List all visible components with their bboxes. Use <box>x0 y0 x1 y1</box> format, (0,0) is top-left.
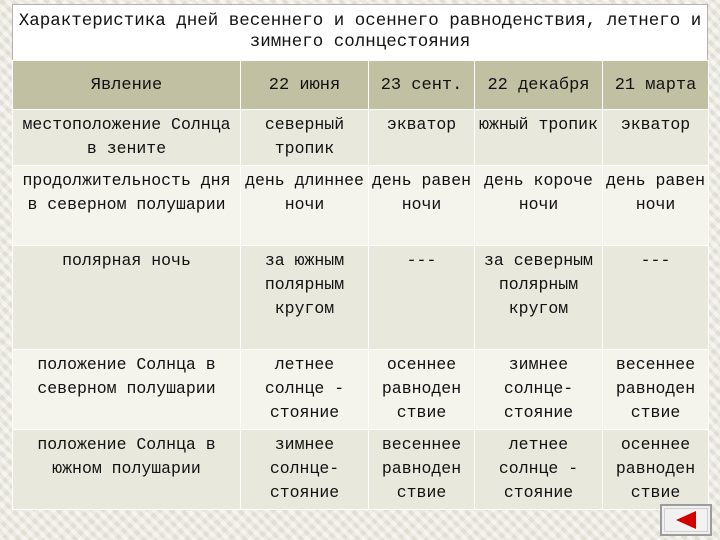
table-cell: весеннее равноден ствие <box>369 430 475 510</box>
table-cell: экватор <box>369 110 475 166</box>
table-cell: летнее солнце - стояние <box>475 430 603 510</box>
table-cell: зимнее солнце- стояние <box>475 350 603 430</box>
table-header-row <box>13 61 709 110</box>
table-cell: за южным полярным кругом <box>241 246 369 350</box>
back-button[interactable] <box>660 504 712 536</box>
row-label: местоположение Солнца в зените <box>13 110 241 166</box>
table-cell: экватор <box>603 110 709 166</box>
page-title: Характеристика дней весеннего и осеннего равноденствия, летнего и зимнего солнцестояния <box>12 4 708 62</box>
table-cell: --- <box>603 246 709 350</box>
table-cell: летнее солнце - стояние <box>241 350 369 430</box>
header-june-22: 22 июня <box>241 61 369 110</box>
table-row <box>13 166 709 246</box>
table-cell: северный тропик <box>241 110 369 166</box>
table-cell: осеннее равноден ствие <box>369 350 475 430</box>
table-cell: день равен ночи <box>603 166 709 246</box>
table-cell: день короче ночи <box>475 166 603 246</box>
header-sept-23: 23 сент. <box>369 61 475 110</box>
row-label: полярная ночь <box>13 246 241 350</box>
table-cell: день равен ночи <box>369 166 475 246</box>
table-cell: --- <box>369 246 475 350</box>
table-cell: осеннее равноден ствие <box>603 430 709 510</box>
table-cell: день длиннее ночи <box>241 166 369 246</box>
table-cell: южный тропик <box>475 110 603 166</box>
table-row <box>13 430 709 510</box>
header-march-21: 21 марта <box>603 61 709 110</box>
header-dec-22: 22 декабря <box>475 61 603 110</box>
table-cell: зимнее солнце- стояние <box>241 430 369 510</box>
table-row <box>13 350 709 430</box>
row-label: продолжительность дня в северном полушарии <box>13 166 241 246</box>
table-row <box>13 246 709 350</box>
table-row <box>13 110 709 166</box>
back-arrow-icon <box>676 511 696 529</box>
row-label: положение Солнца в южном полушарии <box>13 430 241 510</box>
equinox-solstice-table <box>12 60 709 510</box>
header-phenomenon: Явление <box>13 61 241 110</box>
table-cell: за северным полярным кругом <box>475 246 603 350</box>
table-cell: весеннее равноден ствие <box>603 350 709 430</box>
row-label: положение Солнца в северном полушарии <box>13 350 241 430</box>
